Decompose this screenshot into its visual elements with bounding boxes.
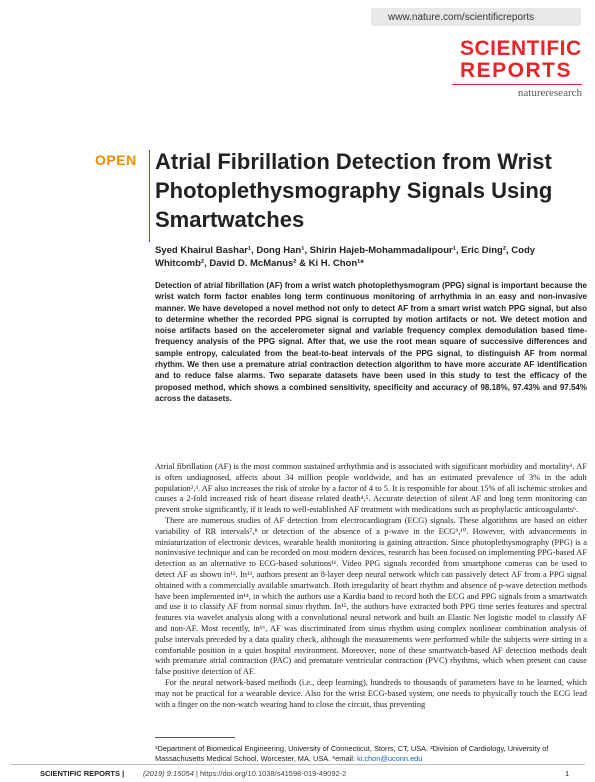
title-divider [149, 150, 150, 242]
footer-journal: SCIENTIFIC REPORTS | [40, 769, 125, 778]
affiliations-footnote [155, 744, 587, 764]
body-paragraph: There are numerous studies of AF detection from electrocardiogram (ECG) signals. These algorithms are based on either variability of RR intervals⁷,⁸ or detection of the absence of a p-wave in the ECG⁹,¹⁰. However, with advancements in miniaturization of electronic devices, wearable health monitoring is gaining attraction. Since photoplethysmography (PPG) is a noninvasive technique and can be recorded on most modern devices, research has been focused on implementing PPG-based AF detection as an alternative to ECG-based solutions¹¹. Video PPG signals recorded from smartphone cameras can be used to detect AF as shown in¹². In¹³, authors present an 8-layer deep neural network which can passively detect AF from a PPG signal obtained with a commercially available smartwatch. Both irregularity of heart rhythm and absence of p-wave detection methods have been implemented in¹⁴, in which the authors use a Kardia band to record both the ECG and PPG signals from a smartwatch and use it to classify AF from normal sinus rhythm. In¹⁵, the authors have extracted both PPG time series features and spectral features via wavelet analysis along with a convolutional neural network and built an Elastic Net logistic model to classify AF and non-AF. Most recently, in¹⁶, AF was discriminated from sinus rhythm using complex nonlinear combination analysis of pulse intervals preceded by a data quality check, although the measurements were performed while the subjects were sitting in a comfortable position in a quiet hospital environment. Moreover, none of these smartwatch-based AF detection methods dealt with premature atrial contraction (PAC) and premature ventricular contraction (PVC) rhythms, which when present can cause false positive detection of AF. [155, 515, 587, 677]
author-list: Syed Khairul Bashar¹, Dong Han¹, Shirin Hajeb-Mohammadalipour¹, Eric Ding², Cody Whitcomb², David D. McManus² & Ki H. Chon¹* [155, 245, 536, 269]
journal-logo-reports: REPORTS [460, 59, 573, 82]
page-number: 1 [565, 769, 570, 778]
journal-url[interactable]: www.nature.com/scientificreports [388, 12, 535, 23]
footer-year-volume: (2019) 9:15054 [143, 769, 194, 778]
abstract: Detection of atrial fibrillation (AF) from a wrist watch photoplethysmogram (PPG) signal is important because the wrist watch form factor enables long term continuous monitoring of arrhythmia in an easy and non-invasive manner. We have developed a novel method not only to detect AF from a smart wrist watch PPG signal, but also to determine whether the recorded PPG signal is corrupted by motion artifacts or not. We detect motion and noise artifacts based on the accelerometer signal and variable frequency complex demodulation based time-frequency analysis of the PPG signal. After that, we use the root mean square of successive differences and sample entropy, calculated from the beat-to-beat intervals of the PPG signal, to distinguish AF from normal rhythm. We then use a premature atrial contraction detection algorithm to have more accurate AF identification and to reduce false alarms. Two separate datasets have been used in this study to test the efficacy of the proposed method, which shows a combined sensitivity, specificity and accuracy of 98.18%, 97.43% and 97.54% across the datasets. [155, 281, 587, 403]
corresponding-email-link[interactable]: ki.chon@uconn.edu [356, 754, 423, 763]
footer-citation [143, 769, 346, 778]
journal-logo-scientific: SCIENTIFIC [460, 37, 582, 60]
body-paragraph: Atrial fibrillation (AF) is the most common sustained arrhythmia and is associated with significant morbidity and mortality¹. AF is often undiagnosed, affects about 34 million people worldwide, and has an estimated prevalence of 3% in the adult population²,³. AF also increases the risk of stroke by a factor of 4 to 5. It is responsible for about 15% of all ischemic strokes and causes a 2-fold increased risk of heart disease related death⁴,⁵. Accurate detection of silent AF and long term monitoring can prevent stroke significantly, if it leads to well-established AF treatment with medications such as prophylactic anticoagulants⁶. [155, 462, 587, 515]
footer-doi[interactable]: | https://doi.org/10.1038/s41598-019-49092-2 [193, 769, 347, 778]
affiliations-text: ¹Department of Biomedical Engineering, University of Connecticut, Storrs, CT, USA. ²Division of Cardiology, University of Massachusetts Medical School, Worcester, MA, USA. *email: [155, 744, 549, 763]
article-body [155, 462, 587, 710]
footnote-divider [155, 737, 235, 738]
open-access-label: OPEN [95, 152, 137, 168]
body-paragraph: For the neural network-based methods (i.e., deep learning), hundreds to thousands of parameters have to be learned, which may not be practical for a wearable device. Also for the wrist ECG-based system, one needs to physically touch the ECG lead with a finger on the non-watch wearing hand to close the circuit, thus preventing [155, 677, 587, 709]
footer-divider [10, 764, 585, 765]
publisher-name: natureresearch [517, 87, 582, 99]
article-title: Atrial Fibrillation Detection from Wrist Photoplethysmography Signals Using Smartwatches [155, 149, 553, 232]
logo-divider [452, 84, 582, 85]
